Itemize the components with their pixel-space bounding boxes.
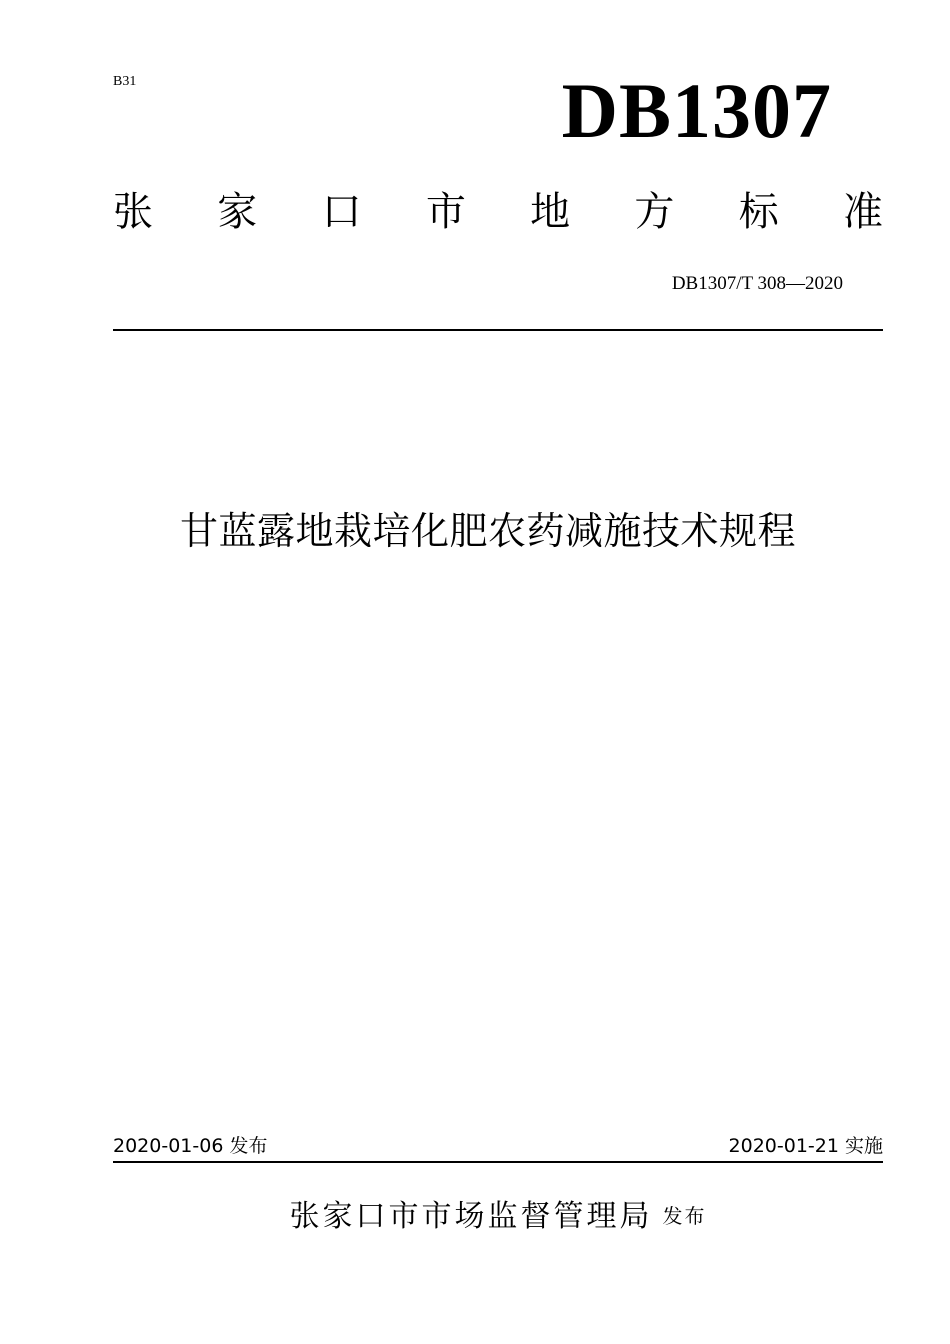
- standard-type-char: 家: [217, 189, 258, 235]
- classification-code: B31: [113, 74, 137, 89]
- top-divider: [113, 329, 883, 331]
- standard-type-char: 口: [321, 189, 362, 235]
- issuer-suffix: 发布: [662, 1204, 707, 1228]
- issuer-name: 张家口市市场监督管理局: [289, 1199, 653, 1234]
- standard-number: DB1307/T 308—2020: [671, 273, 843, 294]
- standard-type-char: 方: [634, 189, 675, 235]
- issuer-line: [0, 1196, 950, 1237]
- effective-date: 2020-01-21 实施: [728, 1135, 883, 1157]
- document-title: 甘蓝露地栽培化肥农药减施技术规程: [179, 509, 796, 553]
- standard-type-char: 张: [113, 189, 153, 235]
- bottom-divider: [113, 1161, 883, 1163]
- issue-date: 2020-01-06 发布: [113, 1135, 268, 1157]
- standard-type-char: 市: [425, 189, 466, 235]
- standard-code: DB1307: [561, 67, 832, 154]
- standard-type-char: 准: [842, 189, 883, 235]
- standard-type-char: 地: [530, 189, 571, 235]
- standard-type-title: [113, 186, 883, 238]
- standard-type-char: 标: [738, 189, 779, 235]
